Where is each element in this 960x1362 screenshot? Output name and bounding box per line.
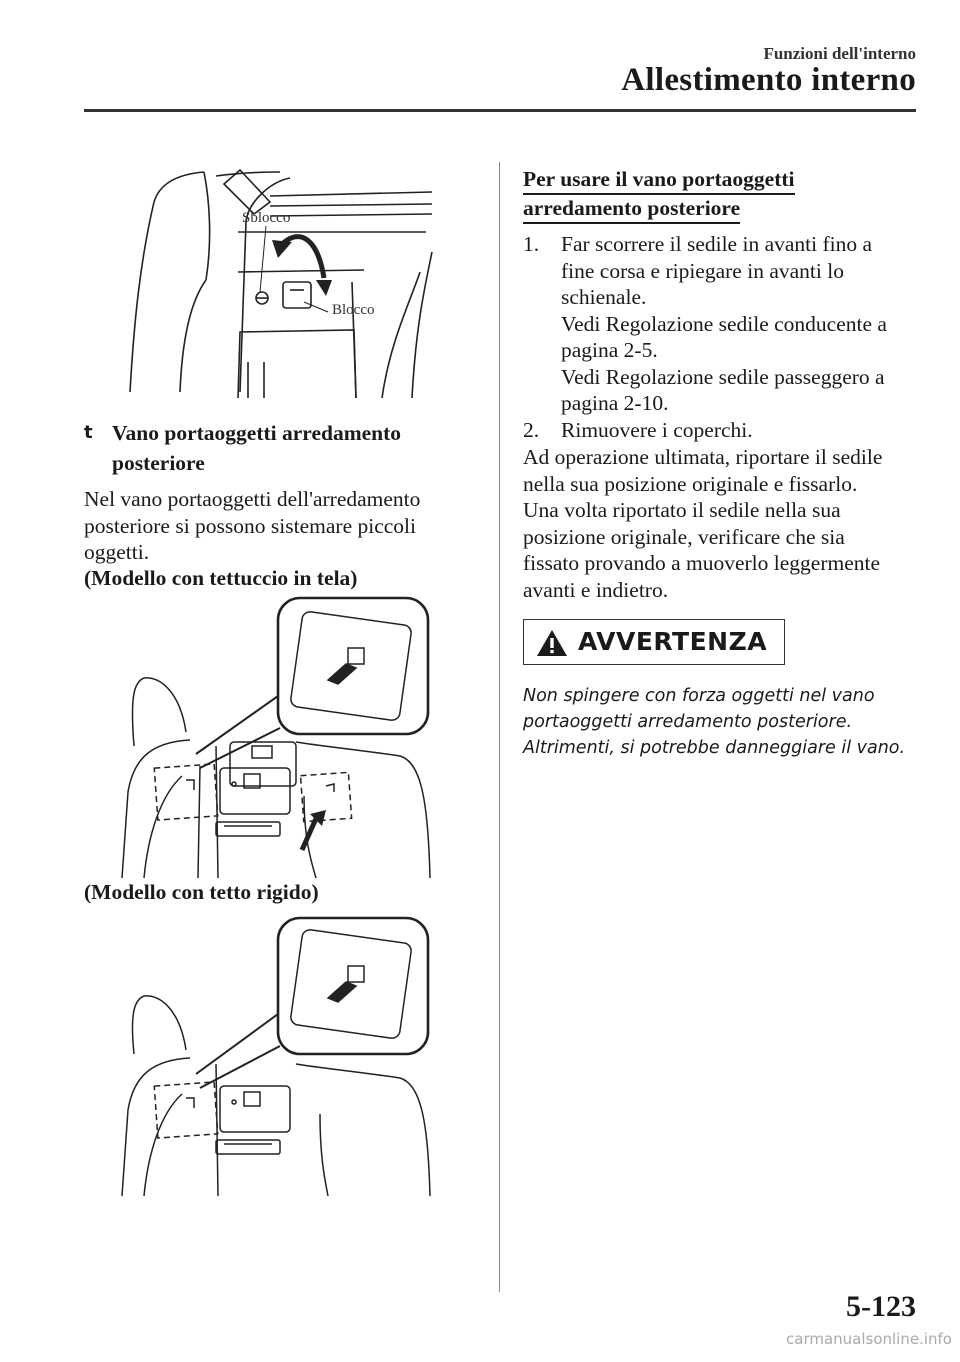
unlock-label: Sblocco xyxy=(242,210,291,226)
step-2 xyxy=(523,417,918,444)
footer-watermark: carmanualsonline.info xyxy=(786,1330,952,1348)
section-heading xyxy=(84,418,401,478)
intro-line: oggetti. xyxy=(84,540,150,564)
after-line: avanti e indietro. xyxy=(523,577,669,602)
after-line: Una volta riportato il sedile nella sua xyxy=(523,498,841,522)
step-line: Vedi Regolazione sedile conducente a xyxy=(561,311,887,336)
procedure-heading-line1: Per usare il vano portaoggetti xyxy=(523,166,795,195)
page-title: Allestimento interno xyxy=(621,62,916,98)
chapter-label: Funzioni dell'interno xyxy=(763,44,916,63)
warning-text xyxy=(523,683,943,761)
column-divider xyxy=(499,162,500,1292)
header-divider xyxy=(84,109,916,112)
intro-line: posteriore si possono sistemare piccoli xyxy=(84,513,416,538)
soft-top-drawing xyxy=(120,596,432,878)
lock-unlock-illustration xyxy=(120,162,440,398)
caption-soft-top: (Modello con tettuccio in tela) xyxy=(84,566,358,590)
step-number: 2. xyxy=(523,417,540,442)
section-heading-line2: posteriore xyxy=(112,451,205,475)
section-bullet: t xyxy=(84,422,93,443)
warning-line: Non spingere con forza oggetti nel vano xyxy=(523,686,875,706)
step-line: fine corsa e ripiegare in avanti lo xyxy=(561,258,844,283)
seat-console-drawing xyxy=(120,162,440,398)
step-line: Rimuovere i coperchi. xyxy=(561,417,753,442)
after-paragraph xyxy=(523,444,918,603)
warning-line: Altrimenti, si potrebbe danneggiare il vano. xyxy=(523,738,906,758)
warning-triangle-icon xyxy=(536,629,568,657)
warning-box xyxy=(523,619,785,665)
procedure-steps xyxy=(523,231,918,443)
step-line: pagina 2-5. xyxy=(561,338,658,362)
step-line: Vedi Regolazione sedile passeggero a xyxy=(561,364,885,389)
after-line: Ad operazione ultimata, riportare il sedile xyxy=(523,445,883,469)
step-number: 1. xyxy=(523,232,540,256)
warning-line: portaoggetti arredamento posteriore. xyxy=(523,712,853,732)
hard-top-drawing xyxy=(120,914,432,1196)
procedure-heading xyxy=(523,166,795,224)
warning-label: AVVERTENZA xyxy=(578,627,768,656)
lock-label: Blocco xyxy=(332,302,375,318)
after-line: posizione originale, verificare che sia xyxy=(523,524,845,549)
step-line: pagina 2-10. xyxy=(561,391,669,415)
step-line: Far scorrere il sedile in avanti fino a xyxy=(561,232,873,256)
step-line: schienale. xyxy=(561,285,647,309)
step-1 xyxy=(523,231,918,417)
intro-paragraph xyxy=(84,486,484,566)
procedure-heading-line2: arredamento posteriore xyxy=(523,195,740,224)
after-line: nella sua posizione originale e fissarlo. xyxy=(523,471,858,496)
after-line: fissato provando a muoverlo leggermente xyxy=(523,551,881,575)
soft-top-illustration xyxy=(120,596,432,878)
caption-hard-top: (Modello con tetto rigido) xyxy=(84,880,319,904)
intro-line: Nel vano portaoggetti dell'arredamento xyxy=(84,487,421,511)
hard-top-illustration xyxy=(120,914,432,1196)
section-heading-line1: Vano portaoggetti arredamento xyxy=(112,421,402,445)
page-number: 5-123 xyxy=(846,1290,916,1323)
